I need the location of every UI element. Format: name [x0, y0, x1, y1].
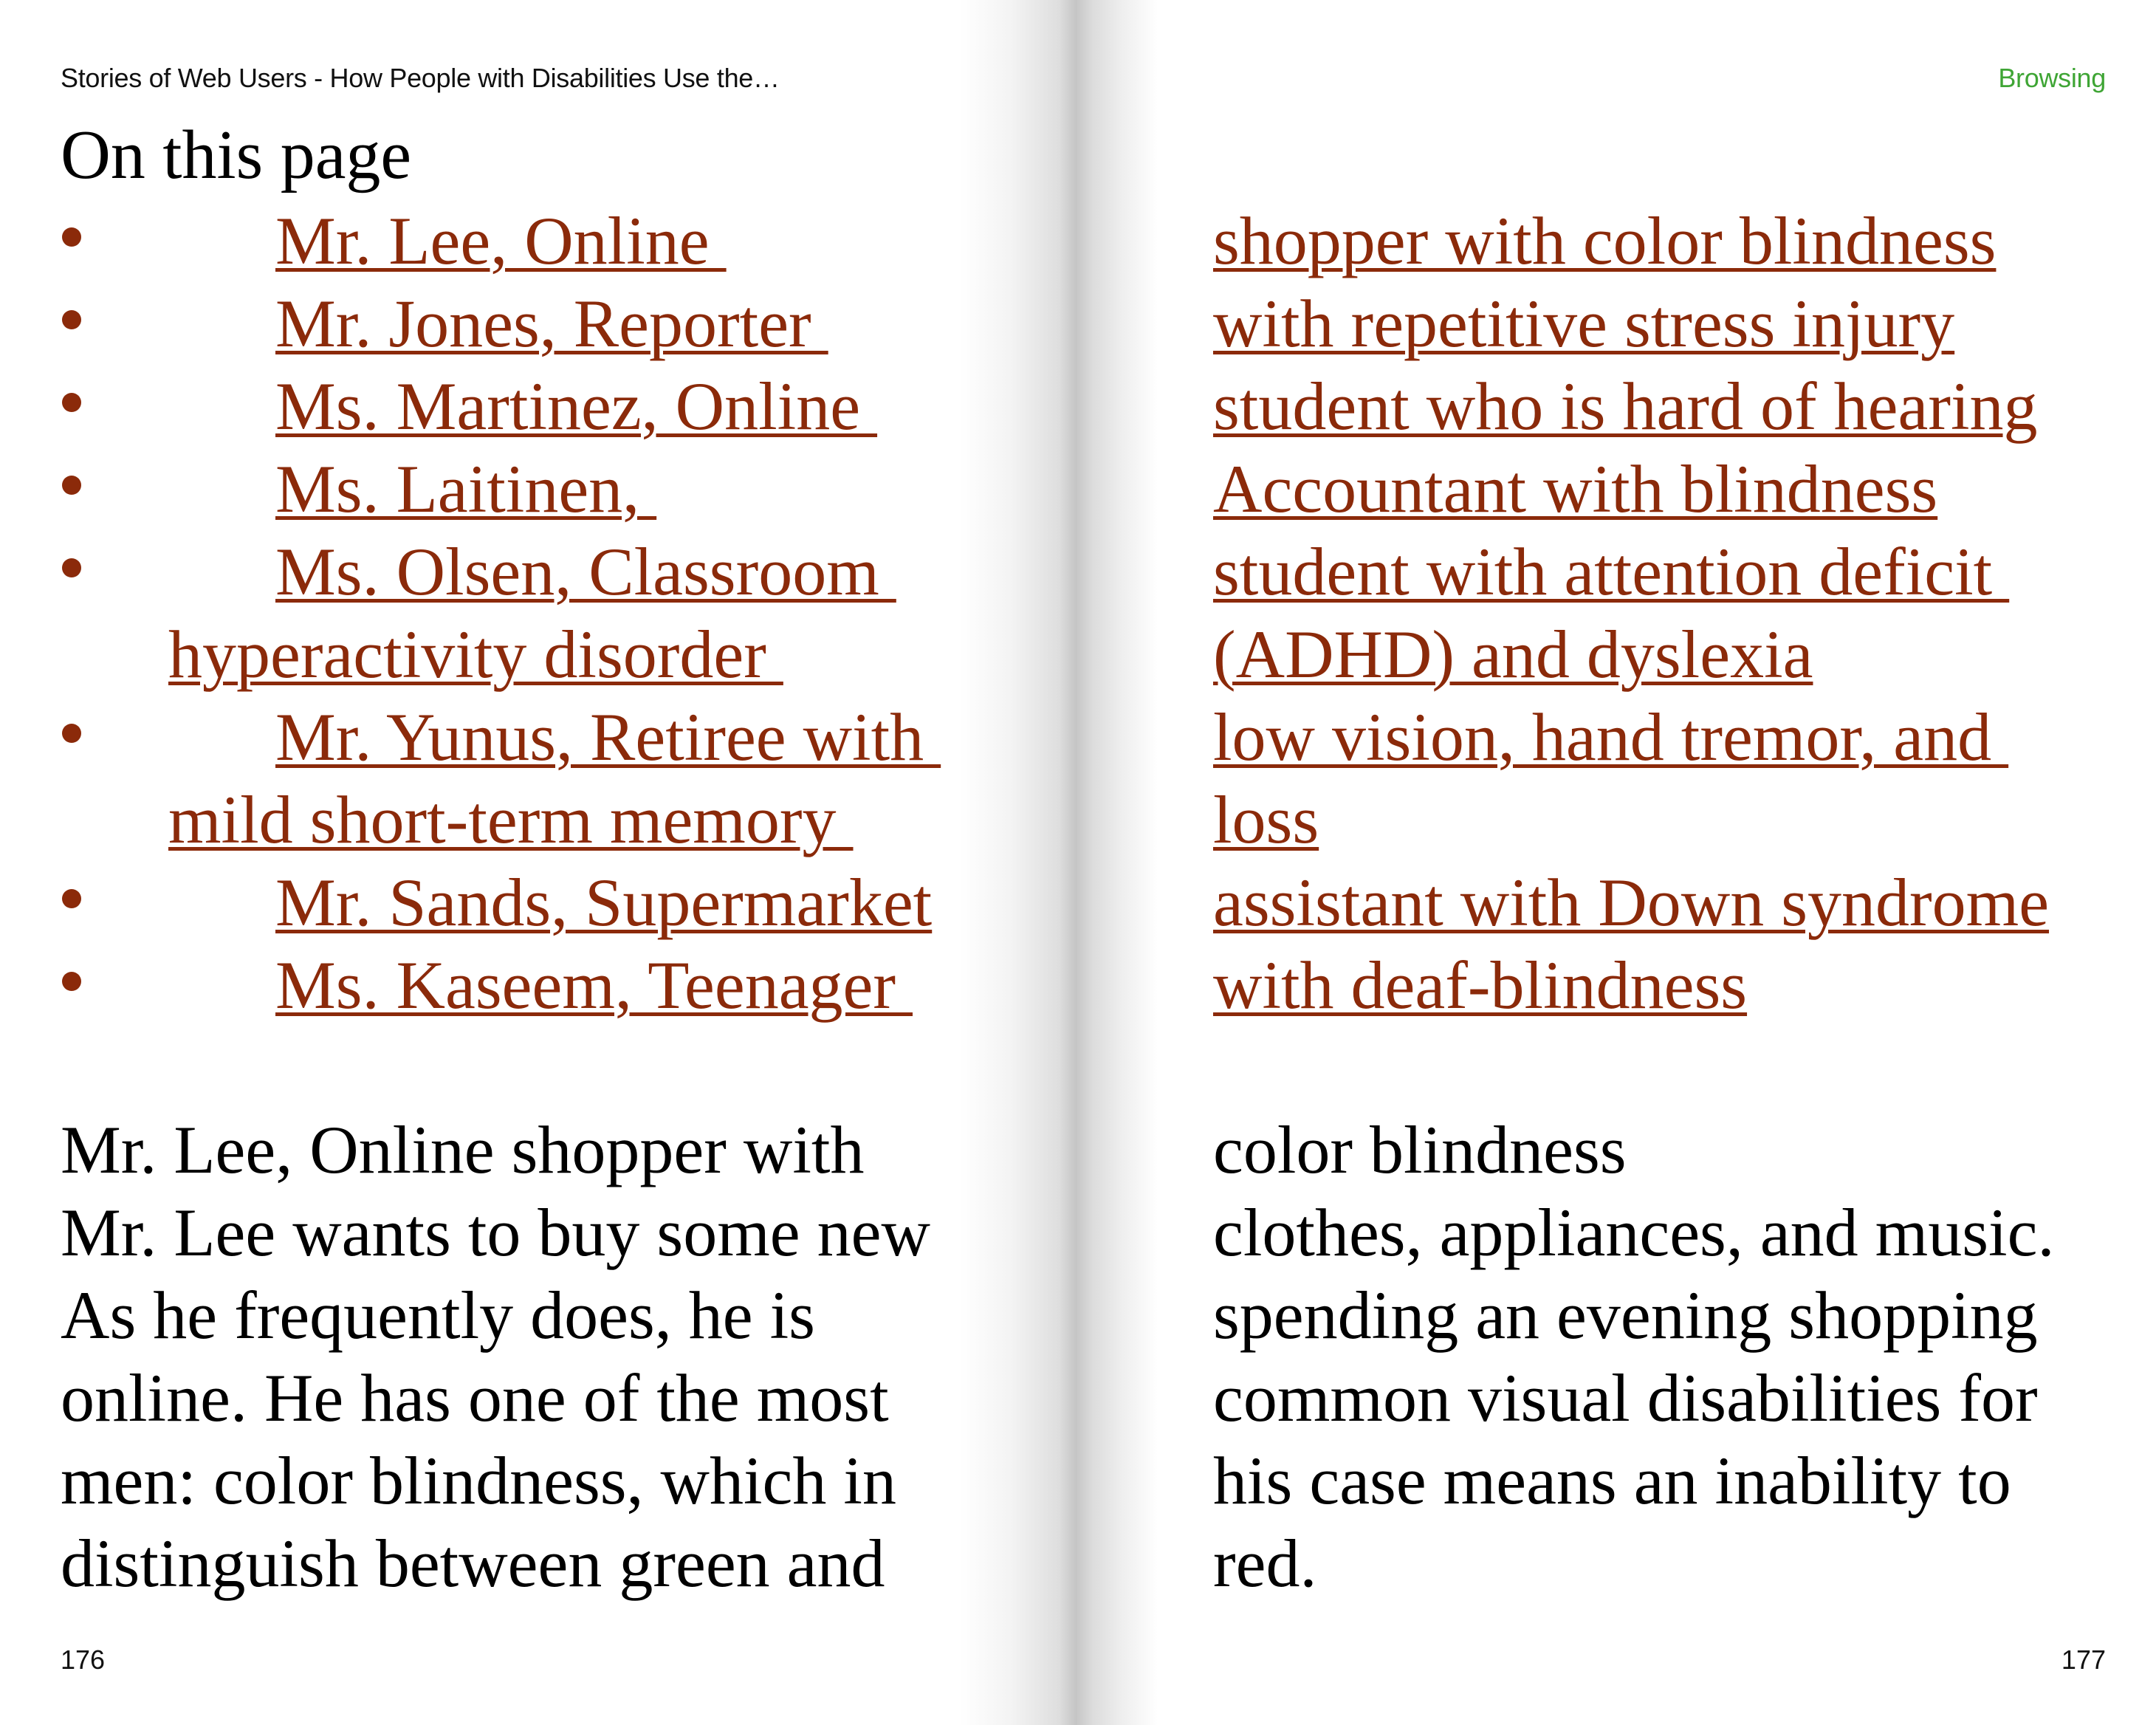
body-text-line: As he frequently does, he is	[61, 1278, 815, 1353]
book-spine-shadow-right	[1077, 0, 1158, 1725]
toc-link[interactable]: Mr. Jones, Reporter	[275, 286, 828, 361]
toc-link[interactable]: Ms. Laitinen,	[275, 451, 657, 527]
toc-link[interactable]: Mr. Sands, Supermarket	[275, 865, 933, 940]
bullet-icon	[62, 972, 81, 991]
toc-link[interactable]: (ADHD) and dyslexia	[1213, 617, 1813, 692]
bullet-icon	[62, 558, 81, 577]
toc-link[interactable]: hyperactivity disorder	[168, 617, 783, 692]
toc-link[interactable]: shopper with color blindness	[1213, 203, 1997, 278]
toc-link[interactable]: mild short-term memory	[168, 782, 854, 857]
toc-link[interactable]: Ms. Olsen, Classroom	[275, 534, 896, 609]
body-text-line: online. He has one of the most	[61, 1360, 889, 1436]
toc-link[interactable]: student with attention deficit	[1213, 534, 2010, 609]
toc-link[interactable]: student who is hard of hearing	[1213, 368, 2038, 444]
bullet-icon	[62, 889, 81, 908]
bullet-icon	[62, 476, 81, 495]
page-number-right: 177	[2061, 1645, 2106, 1675]
toc-link[interactable]: loss	[1213, 782, 1319, 857]
book-spine-shadow-left	[960, 0, 1077, 1725]
body-text-line: Mr. Lee wants to buy some new	[61, 1195, 930, 1270]
toc-link[interactable]: Ms. Kaseem, Teenager	[275, 947, 913, 1023]
body-text-line: red.	[1213, 1526, 1317, 1601]
body-text-line: clothes, appliances, and music.	[1213, 1195, 2055, 1270]
toc-link[interactable]: Ms. Martinez, Online	[275, 368, 878, 444]
toc-link[interactable]: Mr. Yunus, Retiree with	[275, 699, 941, 775]
running-header-section: Browsing	[1998, 63, 2106, 93]
toc-heading: On this page	[61, 117, 412, 193]
toc-link[interactable]: with repetitive stress injury	[1213, 286, 1955, 361]
bullet-icon	[62, 310, 81, 329]
toc-link[interactable]: Mr. Lee, Online	[275, 203, 727, 278]
body-text-line: his case means an inability to	[1213, 1443, 2011, 1518]
bullet-icon	[62, 393, 81, 412]
body-text-line: Mr. Lee, Online shopper with	[61, 1112, 865, 1187]
toc-link[interactable]: with deaf-blindness	[1213, 947, 1748, 1023]
body-text-line: common visual disabilities for	[1213, 1360, 2038, 1436]
bullet-icon	[62, 724, 81, 743]
body-text-line: distinguish between green and	[61, 1526, 885, 1601]
toc-link[interactable]: low vision, hand tremor, and	[1213, 699, 2009, 775]
bullet-icon	[62, 227, 81, 247]
body-text-line: color blindness	[1213, 1112, 1627, 1187]
toc-link[interactable]: Accountant with blindness	[1213, 451, 1938, 527]
toc-link[interactable]: assistant with Down syndrome	[1213, 865, 2050, 940]
body-text-line: men: color blindness, which in	[61, 1443, 896, 1518]
running-header-book-title: Stories of Web Users - How People with Disabilities Use the…	[61, 63, 780, 93]
page-number-left: 176	[61, 1645, 106, 1675]
body-text-line: spending an evening shopping	[1213, 1278, 2038, 1353]
